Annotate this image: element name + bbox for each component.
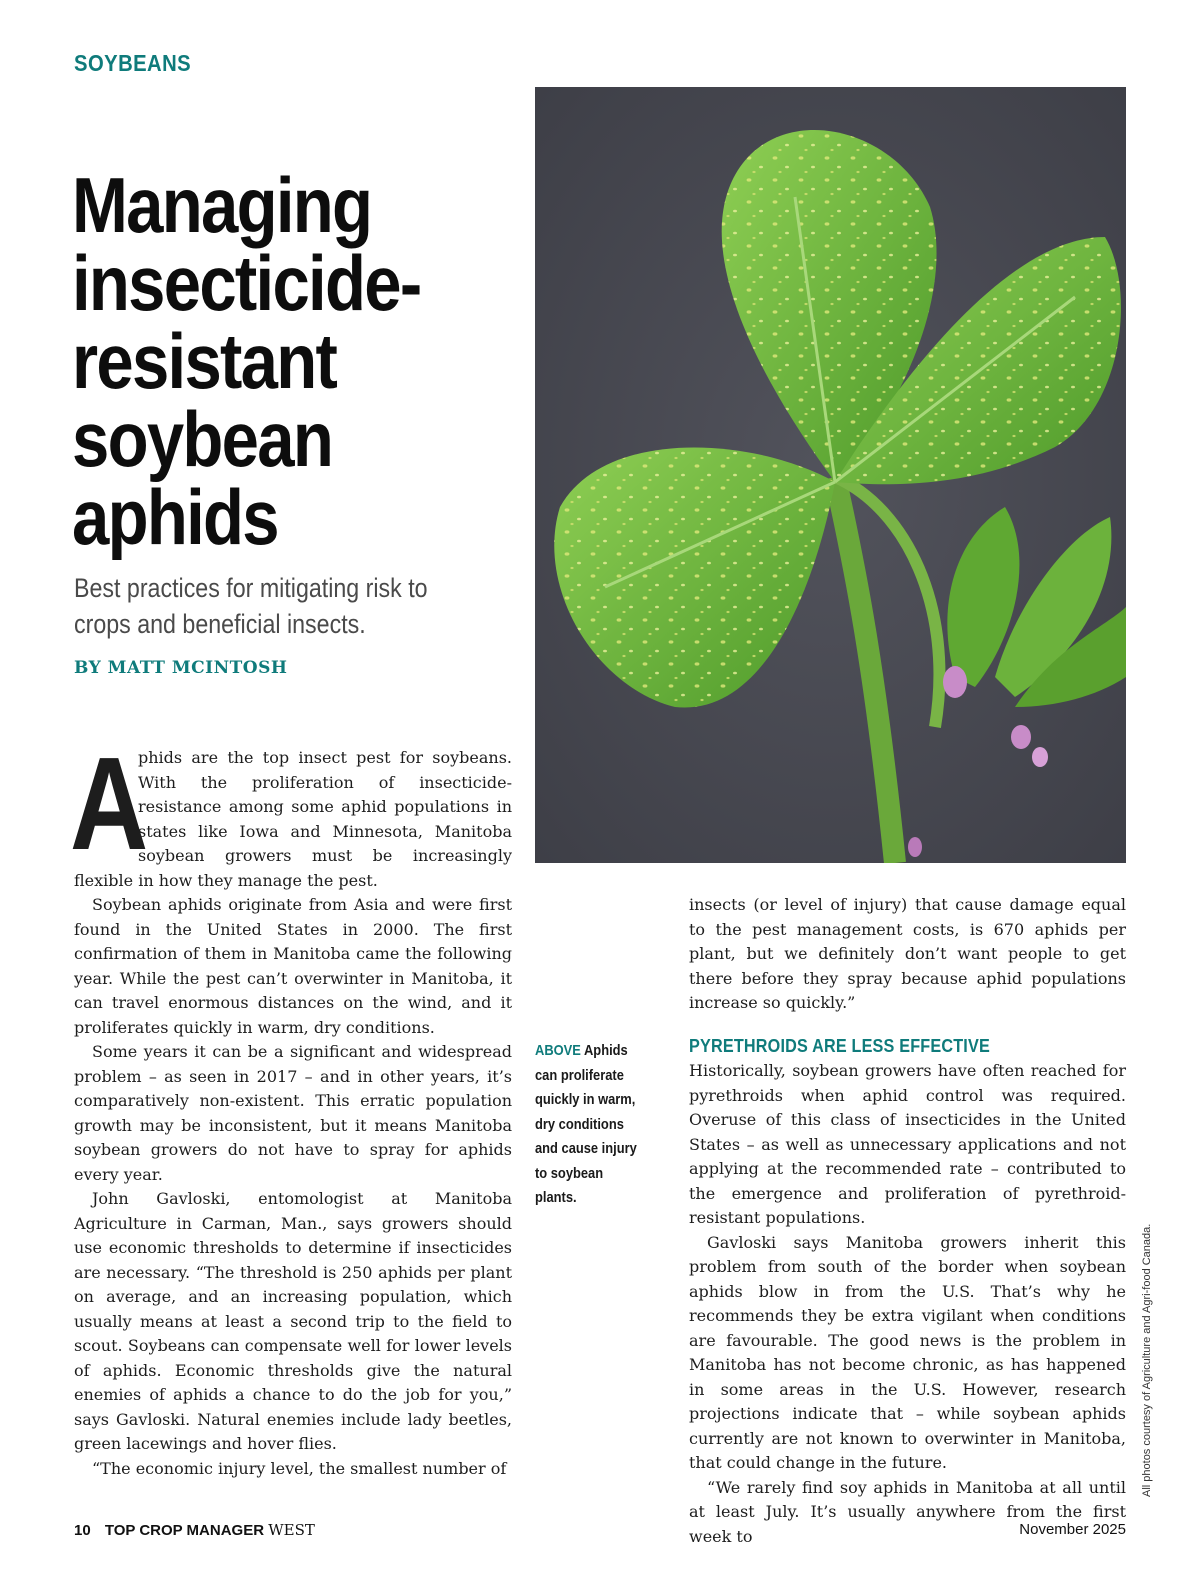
article-paragraph <box>70 730 512 893</box>
caption-tag: ABOVE <box>535 1042 581 1059</box>
footer-left <box>74 1521 315 1539</box>
magazine-name: TOP CROP MANAGER <box>104 1522 265 1539</box>
article-paragraph: “The economic injury level, the smallest number of <box>92 1458 507 1478</box>
subhead: PYRETHROIDS ARE LESS EFFECTIVE <box>689 1035 990 1056</box>
article-paragraph: Historically, soybean growers have often reached for pyrethroids when aphid control was required. Overuse of this class of insecticides in the United States – as well as unnecessary applications and not applying at the recommended rate – contributed to the emergence and proliferation of pyrethroid-resistant populations. <box>689 1061 1126 1227</box>
article-paragraph-text: phids are the top insect pest for soybeans. With the proliferation of insecticide-resistance among some aphid populations in states like Iowa and Minnesota, Manitoba soybean growers must be increasingly flexible in how they manage the pest. <box>74 748 512 890</box>
article-paragraph: “We rarely find soy aphids in Manitoba at all until at least July. It’s usually anywhere from the first week to <box>689 1477 1126 1546</box>
article-photo <box>535 87 1126 863</box>
article-paragraph: Gavloski says Manitoba growers inherit this problem from south of the border when soybean aphids blow in from the U.S. That’s why he recommends they be extra vigilant when conditions are favourable. The good news is the problem in Manitoba has not become chronic, as has happened in some areas in the U.S. However, research projections indicate that – while soybean aphids currently are not known to overwinter in Manitoba, that could change in the future. <box>689 1232 1126 1472</box>
deck: Best practices for mitigating risk to crops and beneficial insects. <box>74 573 428 639</box>
article-paragraph: Some years it can be a significant and widespread problem – as seen in 2017 – and in other years, it’s comparatively non-existent. This erratic population growth may be inconsistent, but it means Manitoba soybean growers do not have to spray for aphids every year. <box>74 1042 512 1184</box>
headline: Managing insecticide-resistant soybean aphids <box>72 161 421 561</box>
issue-date: November 2025 <box>1019 1521 1126 1538</box>
section-label: SOYBEANS <box>74 50 192 76</box>
page-number: 10 <box>74 1522 91 1539</box>
article-paragraph: insects (or level of injury) that cause damage equal to the pest management costs, is 670 aphids per plant, but we definitely don’t want people to get there before they spray because aphid populations increase so quickly.” <box>689 895 1126 1012</box>
byline: BY MATT MCINTOSH <box>74 658 288 678</box>
article-column-right <box>689 893 1126 1549</box>
article-paragraph: John Gavloski, entomologist at Manitoba Agriculture in Carman, Man., says growers should use economic thresholds to determine if insecticides are necessary. “The threshold is 250 aphids per plant on average, and an increasing population, which usually means at least a second trip to the field to scout. Soybeans can compensate well for lower levels of aphids. Economic thresholds give the natural enemies of aphids a chance to do the job for you,” says Gavloski. Natural enemies include lady beetles, green lacewings and hover flies. <box>74 1189 512 1453</box>
photo-credit: All photos courtesy of Agriculture and Agri-food Canada. <box>1141 1223 1153 1497</box>
photo-caption <box>535 1039 647 1211</box>
article-column-left <box>70 730 512 1481</box>
drop-cap: A <box>70 730 149 877</box>
magazine-edition: WEST <box>268 1521 315 1539</box>
article-paragraph: Soybean aphids originate from Asia and were first found in the United States in 2000. The first confirmation of them in Manitoba came the following year. While the pest can’t overwinter in Manitoba, it can travel enormous distances on the wind, and it proliferates quickly in warm, dry conditions. <box>74 895 512 1037</box>
caption-text: Aphids can proliferate quickly in warm, dry conditions and cause injury to soybean plants. <box>535 1042 637 1206</box>
